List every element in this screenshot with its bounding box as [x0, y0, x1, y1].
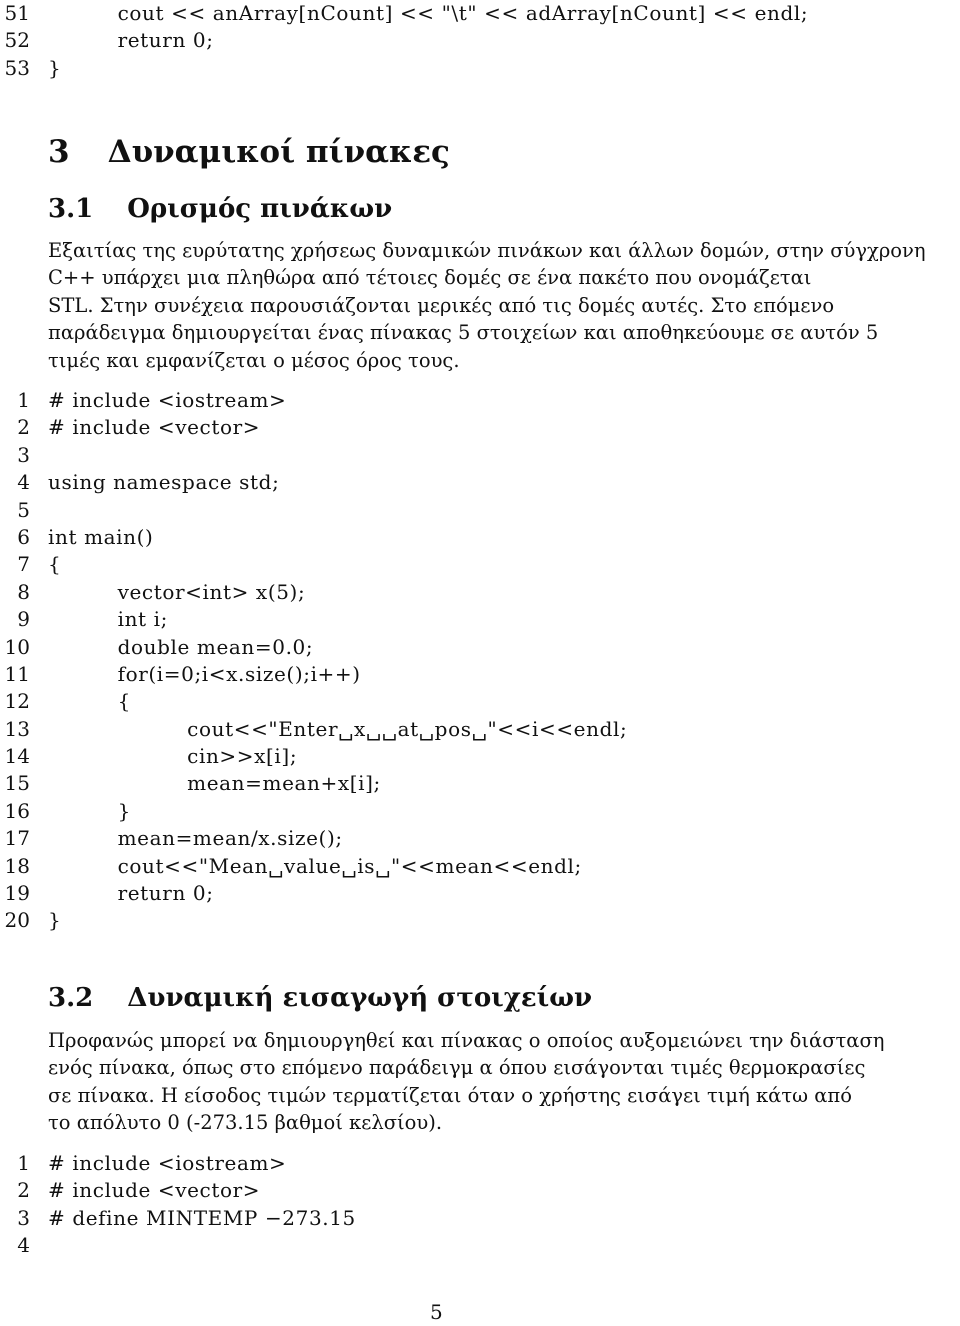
line-number: 4 [17, 470, 30, 495]
line-number: 5 [17, 497, 30, 522]
code-line [0, 880, 960, 907]
code-line [0, 55, 960, 82]
line-number: 52 [4, 28, 30, 53]
line-number: 13 [4, 716, 30, 741]
code-line [0, 825, 960, 852]
line-number: 1 [17, 388, 30, 412]
code-text: cin>>x[i]; [48, 744, 298, 769]
code-text: return 0; [48, 881, 214, 906]
code-text: # define MINTEMP −273.15 [48, 1205, 356, 1230]
code-line [0, 798, 960, 825]
section-3-1-heading [48, 194, 392, 224]
code-line [0, 688, 960, 715]
line-number: 7 [17, 552, 30, 577]
code-text: int i; [48, 607, 168, 632]
code-text: cout << anArray[nCount] << "\t" << adArray[nCount] << endl; [48, 1, 809, 25]
code-text: cout<<"Enter␣x␣␣at␣pos␣"<<i<<endl; [48, 716, 628, 741]
code-text: } [48, 55, 62, 80]
code-line [0, 442, 960, 469]
page-number: 5 [430, 1300, 443, 1324]
section-title: Ορισμός πινάκων [127, 194, 393, 224]
code-line [0, 661, 960, 688]
code-line [0, 770, 960, 797]
line-number: 11 [4, 661, 30, 686]
paragraph-line: STL. Στην συνέχεια παρουσιάζονται μερικές από τις δομές αυτές. Στο επόμενο [48, 293, 835, 317]
code-text: mean=mean/x.size(); [48, 826, 343, 851]
paragraph-line: τιμές και εμφανίζεται ο μέσος όρος τους. [48, 348, 460, 372]
code-text: using namespace std; [48, 470, 280, 495]
code-line [0, 387, 960, 414]
code-line [0, 743, 960, 770]
section-number: 3.2 [48, 983, 94, 1013]
line-number: 3 [17, 442, 30, 467]
code-text: { [48, 552, 62, 577]
section-3-heading [48, 134, 450, 170]
code-line [0, 853, 960, 880]
line-number: 8 [17, 579, 30, 604]
line-number: 6 [17, 524, 30, 549]
code-line [0, 1177, 960, 1204]
code-text: { [48, 689, 131, 714]
line-number: 10 [4, 634, 30, 659]
code-line [0, 27, 960, 54]
paragraph-line: σε πίνακα. Η είσοδος τιμών τερματίζεται όταν ο χρήστης εισάγει τιμή κάτω από [48, 1083, 852, 1107]
code-text: cout<<"Mean␣value␣is␣"<<mean<<endl; [48, 853, 582, 878]
line-number: 20 [4, 908, 30, 933]
line-number: 3 [17, 1205, 30, 1230]
line-number: 51 [4, 1, 30, 25]
code-line [0, 634, 960, 661]
code-text: mean=mean+x[i]; [48, 771, 381, 796]
line-number: 18 [4, 853, 30, 878]
paragraph-2 [48, 1027, 885, 1137]
code-block-3 [0, 1150, 960, 1260]
code-text: } [48, 798, 131, 823]
section-title: Δυναμική εισαγωγή στοιχείων [127, 983, 593, 1013]
code-line [0, 907, 960, 934]
code-block-2 [0, 387, 960, 935]
paragraph-line: παράδειγμα δημιουργείται ένας πίνακας 5 στοιχείων και αποθηκεύουμε σε αυτόν 5 [48, 321, 879, 345]
section-title: Δυναμικοί πίνακες [107, 134, 450, 170]
code-line [0, 414, 960, 441]
code-line [0, 524, 960, 551]
code-line [0, 469, 960, 496]
code-line [0, 1232, 960, 1259]
line-number: 16 [4, 798, 30, 823]
code-line [0, 551, 960, 578]
line-number: 14 [4, 744, 30, 769]
code-text: # include <iostream> [48, 388, 287, 412]
code-line [0, 1205, 960, 1232]
section-number: 3 [48, 134, 70, 170]
paragraph-line: Εξαιτίας της ευρύτατης χρήσεως δυναμικών πινάκων και άλλων δομών, στην σύγχρονη [48, 239, 926, 262]
code-line [0, 579, 960, 606]
line-number: 15 [4, 771, 30, 796]
paragraph-line: Προφανώς μπορεί να δημιουργηθεί και πίνακας ο οποίος αυξομειώνει την διάσταση [48, 1029, 885, 1052]
code-block-1 [0, 0, 960, 82]
paragraph-line: ενός πίνακα, όπως στο επόμενο παράδειγμ α όπου εισάγονται τιμές θερμοκρασίες [48, 1056, 866, 1080]
paragraph-line: C++ υπάρχει μια πληθώρα από τέτοιες δομές σε ένα πακέτο που ονομάζεται [48, 266, 812, 290]
code-text: int main() [48, 524, 154, 549]
paragraph-1 [48, 237, 926, 374]
paragraph-line: το απόλυτο 0 (-273.15 βαθμοί κελσίου). [48, 1111, 443, 1135]
line-number: 4 [17, 1233, 30, 1258]
section-number: 3.1 [48, 194, 94, 224]
code-text: # include <iostream> [48, 1151, 287, 1175]
code-line [0, 716, 960, 743]
code-line [0, 0, 960, 27]
code-text: return 0; [48, 28, 214, 53]
line-number: 19 [4, 881, 30, 906]
code-text: for(i=0;i<x.size();i++) [48, 661, 361, 686]
line-number: 2 [17, 415, 30, 440]
line-number: 9 [17, 607, 30, 632]
line-number: 17 [4, 826, 30, 851]
code-line [0, 497, 960, 524]
code-text: } [48, 908, 62, 933]
line-number: 1 [17, 1151, 30, 1175]
code-text: double mean=0.0; [48, 634, 314, 659]
code-line [0, 1150, 960, 1177]
section-3-2-heading [48, 983, 592, 1013]
code-text: # include <vector> [48, 415, 261, 440]
code-text: # include <vector> [48, 1178, 261, 1203]
line-number: 53 [4, 55, 30, 80]
code-text: vector<int> x(5); [48, 579, 306, 604]
line-number: 2 [17, 1178, 30, 1203]
line-number: 12 [4, 689, 30, 714]
code-line [0, 606, 960, 633]
